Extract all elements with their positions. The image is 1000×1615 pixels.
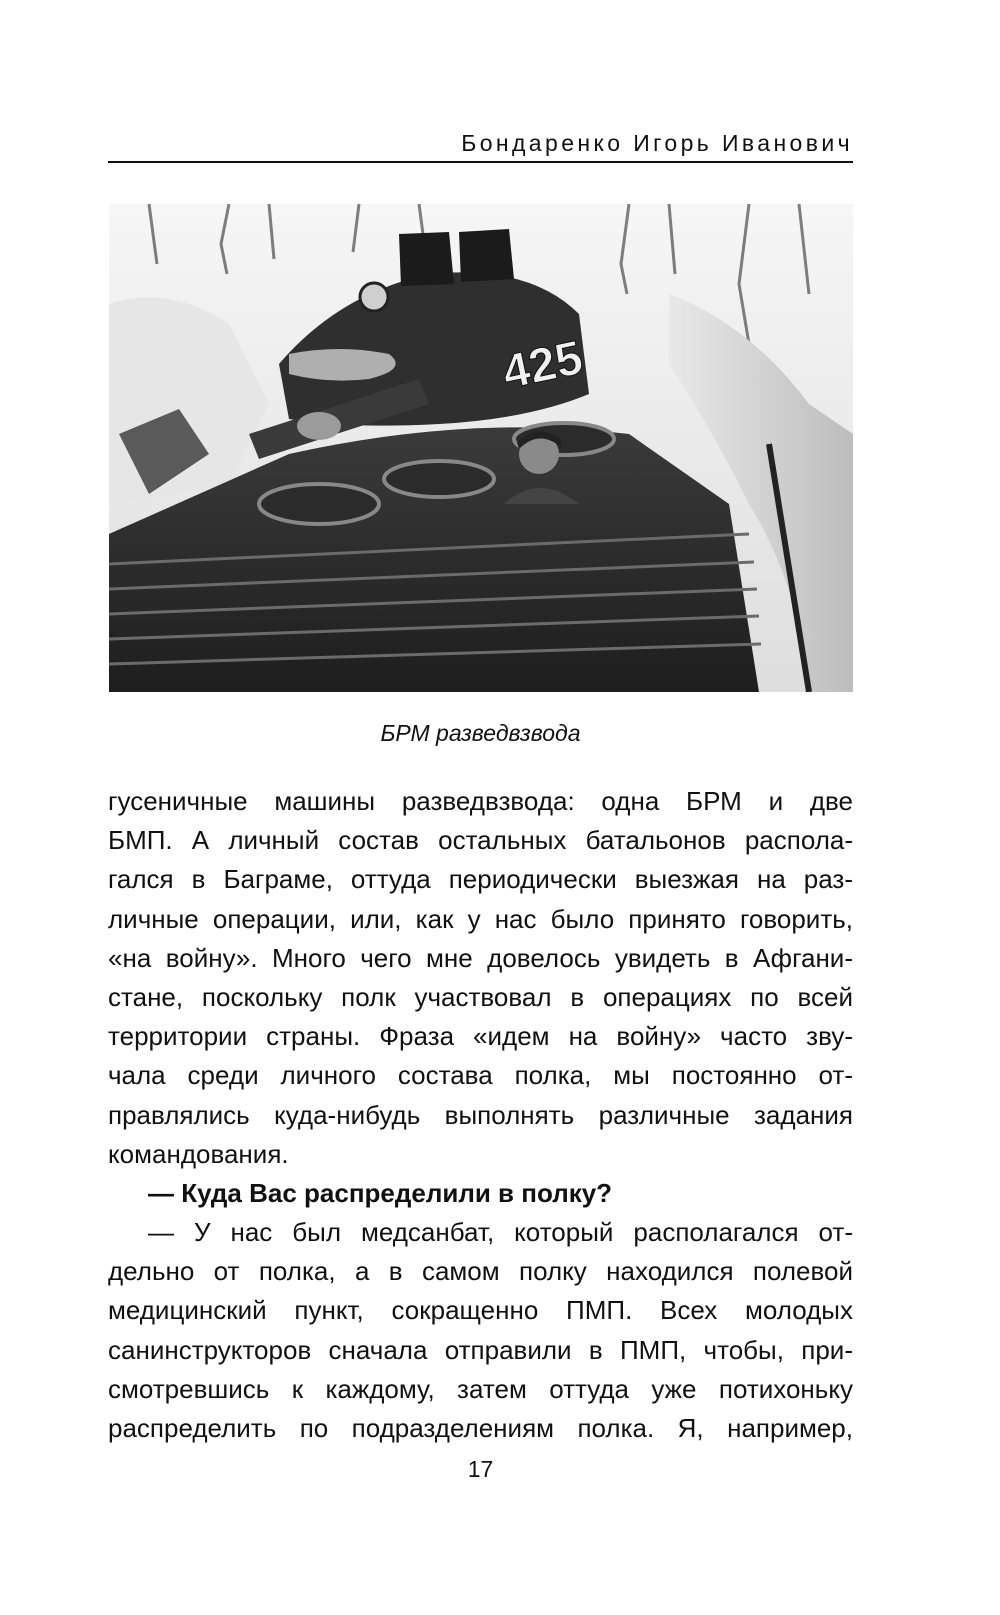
running-head-author: Бондаренко Игорь Иванович	[461, 130, 853, 156]
text-line: «на войну». Много чего мне довелось увидеть в Афгани-	[108, 942, 853, 973]
photo-brm-vehicle	[109, 204, 853, 692]
text-line: санинструкторов сначала отправили в ПМП, чтобы, при-	[108, 1334, 853, 1365]
body-text	[108, 782, 853, 1448]
text-line: дельно от полка, а в самом полку находился полевой	[108, 1256, 853, 1287]
text-line: правлялись куда-нибудь выполнять различные задания	[108, 1099, 853, 1130]
page-number: 17	[467, 1456, 494, 1482]
vehicle-number: 425	[497, 331, 588, 400]
text-line: БМП. А личный состав остальных батальонов распола-	[108, 825, 853, 856]
text-line: командования.	[108, 1138, 289, 1169]
text-line: гусеничные машины разведвзвода: одна БРМ и две	[108, 786, 853, 816]
text-line: стане, поскольку полк участвовал в операциях по всей	[108, 981, 853, 1012]
text-line: медицинский пункт, сокращенно ПМП. Всех молодых	[108, 1295, 853, 1326]
armored-vehicle-photo-icon	[109, 204, 853, 692]
text-line: гался в Баграме, оттуда периодически выезжая на раз-	[108, 864, 853, 895]
text-line: распределить по подразделениям полка. Я, например,	[108, 1413, 853, 1443]
text-line: чала среди личного состава полка, мы постоянно от-	[108, 1060, 853, 1091]
text-line: смотревшись к каждому, затем оттуда уже потихоньку	[108, 1373, 853, 1404]
text-line: территории страны. Фраза «идем на войну» часто зву-	[108, 1021, 853, 1052]
header-rule	[108, 161, 853, 163]
text-line: — У нас был медсанбат, который располагался от-	[148, 1217, 853, 1248]
photo-caption: БРМ разведвзвода	[380, 720, 581, 746]
interview-question: — Куда Вас распределили в полку?	[148, 1177, 613, 1208]
text-line: личные операции, или, как у нас было принято говорить,	[108, 903, 853, 934]
